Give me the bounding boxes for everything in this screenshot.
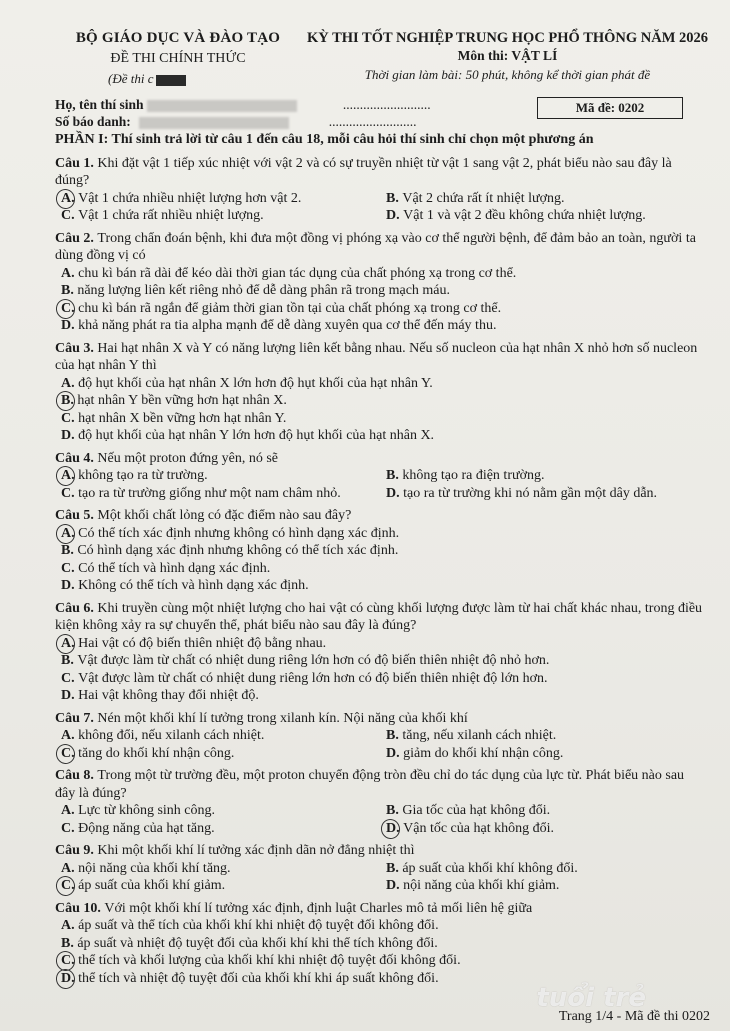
option-letter: D. [61, 428, 75, 443]
option-letter: B. [386, 728, 399, 743]
answer-option [55, 282, 705, 300]
option-text: Động năng của hạt tăng. [78, 820, 215, 836]
option-text: Vật 1 chứa rất nhiều nhiệt lượng. [78, 208, 264, 223]
options [55, 525, 705, 595]
exam-title: KỲ THI TỐT NGHIỆP TRUNG HỌC PHỔ THÔNG NĂM 2026 [306, 30, 709, 46]
option-letter: B. [386, 860, 399, 876]
option-text: áp suất và thể tích của khối khí khi nhiệt độ tuyệt đối không đổi. [78, 918, 439, 933]
option-letter: C. [61, 820, 75, 836]
question-label: Câu 9. [55, 843, 94, 858]
question-label: Câu 8. [55, 768, 94, 783]
option-letter: A. [61, 526, 78, 541]
answer-option [380, 860, 705, 878]
answer-option [55, 317, 705, 335]
answer-option [380, 727, 705, 745]
options [55, 190, 705, 225]
option-text: Có hình dạng xác định nhưng không có thể tích xác định. [77, 543, 399, 558]
question [55, 710, 705, 763]
blurred-name [147, 100, 297, 112]
answer-option [380, 485, 705, 503]
option-letter: A. [61, 918, 75, 933]
option-text: chu kì bán rã dài để kéo dài thời gian tác dụng của chất phóng xạ trong cơ thể. [78, 265, 517, 281]
answer-option [55, 820, 380, 838]
option-letter: D. [386, 745, 400, 761]
candidate-info [55, 96, 431, 130]
question-stem [55, 600, 705, 635]
option-letter: B. [61, 653, 74, 668]
answer-option [380, 190, 705, 208]
option-text: hạt nhân Y bền vững hơn hạt nhân X. [77, 393, 287, 408]
option-letter: A. [61, 803, 75, 818]
answer-option [55, 207, 380, 225]
answer-option [380, 207, 705, 225]
redaction-mark [156, 75, 186, 86]
question-text: Khi một khối khí lí tưởng xác định dãn nở đẳng nhiệt thì [97, 843, 415, 858]
question-text: Hai hạt nhân X và Y có năng lượng liên kết bằng nhau. Nếu số nucleon của hạt nhân X nhỏ hơn số nucleon của hạt nhân Y thì [55, 340, 698, 373]
option-letter: A. [61, 375, 75, 391]
question-text: Nếu một proton đứng yên, nó sẽ [97, 450, 279, 466]
option-text: nội năng của khối khí tăng. [78, 860, 231, 876]
option-letter: D. [61, 971, 78, 986]
option-letter: C. [61, 485, 75, 501]
option-text: Vật được làm từ chất có nhiệt dung riêng lớn hơn có độ biến thiên nhiệt độ lớn hơn. [78, 670, 548, 686]
option-text: không tạo ra từ trường. [78, 468, 208, 483]
question [55, 155, 705, 225]
option-letter: A. [61, 860, 75, 876]
question-list [55, 155, 705, 988]
question [55, 450, 705, 503]
options [55, 727, 705, 762]
answer-option [380, 877, 705, 895]
option-text: Hai vật không thay đổi nhiệt độ. [78, 688, 259, 703]
subject: Môn thi: VẬT LÍ [457, 48, 558, 63]
question-text: Một khối chất lỏng có đặc điểm nào sau đây? [97, 508, 352, 523]
option-letter: A. [61, 191, 78, 206]
answer-option [55, 917, 705, 935]
question-label: Câu 2. [55, 230, 94, 246]
option-letter: A. [61, 636, 78, 651]
option-text: tăng do khối khí nhận công. [78, 745, 235, 761]
option-text: độ hụt khối của hạt nhân Y lớn hơn độ hụt khối của hạt nhân X. [78, 428, 435, 443]
option-letter: D. [386, 878, 400, 893]
option-letter: C. [61, 560, 75, 576]
option-letter: D. [61, 318, 75, 333]
options [55, 265, 705, 335]
question-label: Câu 3. [55, 340, 94, 356]
option-text: thể tích và nhiệt độ tuyệt đối của khối khí khi áp suất không đổi. [78, 970, 439, 986]
option-letter: A. [61, 728, 75, 743]
option-letter: D. [61, 688, 75, 703]
answer-option [55, 560, 705, 578]
answer-option [380, 467, 705, 485]
option-letter: B. [61, 393, 77, 408]
option-letter: C. [61, 670, 75, 686]
answer-option [55, 190, 380, 208]
option-letter: C. [61, 878, 78, 893]
answer-option [55, 427, 705, 445]
answer-option [55, 745, 380, 763]
name-line: Họ, tên thí sinh .......................... [55, 97, 431, 112]
question-text: Với một khối khí lí tưởng xác định, định luật Charles mô tả mối liên hệ giữa [104, 900, 533, 916]
question-label: Câu 6. [55, 600, 94, 616]
option-text: Lực từ không sinh công. [78, 803, 216, 818]
answer-option [380, 820, 705, 838]
answer-option [55, 935, 705, 953]
answer-option [55, 375, 705, 393]
answer-option [55, 525, 705, 543]
answer-option [55, 265, 705, 283]
options [55, 917, 705, 987]
option-text: áp suất của khối khí không đổi. [402, 860, 578, 876]
question [55, 842, 705, 895]
options [55, 375, 705, 445]
question-text: Nén một khối khí lí tưởng trong xilanh kín. Nội năng của khối khí [97, 710, 468, 726]
option-letter: A. [61, 265, 75, 281]
answer-option [55, 410, 705, 428]
option-text: Vật 1 và vật 2 đều không chứa nhiệt lượng. [403, 208, 646, 223]
answer-option [55, 485, 380, 503]
answer-option [55, 802, 380, 820]
answer-option [55, 635, 705, 653]
question-stem [55, 842, 705, 860]
answer-option [55, 952, 705, 970]
option-letter: D. [61, 578, 75, 593]
option-letter: B. [386, 803, 399, 818]
option-letter: B. [61, 543, 74, 558]
option-text: Vật 2 chứa rất ít nhiệt lượng. [402, 190, 565, 206]
id-line: Số báo danh: .......................... [55, 114, 417, 129]
answer-option [55, 300, 705, 318]
question-stem [55, 710, 705, 728]
question [55, 507, 705, 595]
option-letter: B. [386, 190, 399, 206]
header-left [58, 30, 298, 87]
option-letter: D. [386, 485, 400, 501]
option-letter: B. [61, 935, 74, 951]
option-letter: C. [61, 208, 75, 223]
question-stem [55, 767, 705, 802]
answer-option [380, 802, 705, 820]
header-right [300, 30, 715, 83]
option-text: áp suất của khối khí giảm. [78, 878, 226, 893]
option-letter: D. [386, 208, 400, 223]
question-text: Khi truyền cùng một nhiệt lượng cho hai vật có cùng khối lượng được làm từ hai chất khác nhau, trong điều kiện không xảy ra sự chuyển thể, phát biểu nào sau đây là đúng? [55, 600, 703, 633]
answer-option [55, 577, 705, 595]
section-title: PHẦN I: Thí sinh trả lời từ câu 1 đến câu 18, mỗi câu hỏi thí sinh chỉ chọn một phương án [55, 132, 594, 147]
answer-option [55, 542, 705, 560]
option-text: khả năng phát ra tia alpha mạnh để dễ dàng xuyên qua cơ thể đến máy thu. [78, 318, 497, 333]
question-stem [55, 155, 705, 190]
option-letter: A. [61, 468, 78, 483]
answer-option [55, 392, 705, 410]
answer-option [55, 860, 380, 878]
option-text: Hai vật có độ biến thiên nhiệt độ bằng nhau. [78, 635, 327, 651]
question-stem [55, 340, 705, 375]
questions-area [55, 131, 705, 992]
answer-option [380, 745, 705, 763]
option-letter: C. [61, 746, 78, 761]
page-footer: Trang 1/4 - Mã đề thi 0202 [558, 1009, 710, 1024]
option-letter: B. [386, 468, 399, 483]
option-letter: C. [61, 301, 78, 316]
option-letter: B. [61, 283, 74, 298]
option-text: giảm do khối khí nhận công. [403, 745, 564, 761]
question [55, 230, 705, 335]
option-text: hạt nhân X bền vững hơn hạt nhân Y. [78, 410, 287, 426]
option-text: Gia tốc của hạt không đổi. [402, 803, 551, 818]
option-letter: C. [61, 953, 78, 968]
ministry-name: BỘ GIÁO DỤC VÀ ĐÀO TẠO [75, 30, 281, 46]
answer-option [55, 652, 705, 670]
options [55, 802, 705, 837]
question-stem [55, 450, 705, 468]
options [55, 860, 705, 895]
option-letter: D. [386, 821, 403, 836]
question [55, 340, 705, 445]
option-text: áp suất và nhiệt độ tuyệt đối của khối khí khi thể tích không đổi. [77, 935, 438, 951]
question [55, 600, 705, 705]
option-text: Vật 1 chứa nhiều nhiệt lượng hơn vật 2. [78, 190, 302, 206]
answer-option [55, 467, 380, 485]
options [55, 635, 705, 705]
answer-option [55, 727, 380, 745]
answer-option [55, 670, 705, 688]
option-text: thể tích và khối lượng của khối khí khi nhiệt độ tuyệt đối không đổi. [78, 953, 461, 968]
official-label: ĐỀ THI CHÍNH THỨC [110, 51, 246, 66]
question-text: Trong một từ trường đều, một proton chuyển động tròn đều chỉ do tác dụng của lực từ. Phát biểu nào sau đây là đúng? [55, 768, 685, 801]
question-label: Câu 10. [55, 900, 101, 916]
option-text: Vật được làm từ chất có nhiệt dung riêng lớn hơn có độ biến thiên nhiệt độ nhỏ hơn. [77, 653, 550, 668]
option-text: năng lượng liên kết riêng nhỏ để dễ dàng phân rã trong mạch máu. [77, 283, 451, 298]
exam-code-box: Mã đề: 0202 [537, 97, 683, 119]
watermark-logo: tuổi trẻ [536, 983, 646, 1013]
question-stem [55, 230, 705, 265]
option-text: Có thể tích xác định nhưng không có hình dạng xác định. [78, 525, 400, 541]
option-text: không đổi, nếu xilanh cách nhiệt. [78, 728, 265, 743]
question [55, 767, 705, 837]
pages-note: (Đề thi c [58, 71, 298, 87]
question [55, 900, 705, 988]
option-text: chu kì bán rã ngắn để giảm thời gian tồn tại của chất phóng xạ trong cơ thể. [78, 300, 502, 316]
option-text: tạo ra từ trường khi nó nằm gần một dây dẫn. [403, 485, 658, 501]
option-text: độ hụt khối của hạt nhân X lớn hơn độ hụt khối của hạt nhân Y. [78, 375, 433, 391]
option-text: Có thể tích và hình dạng xác định. [78, 560, 271, 576]
option-text: Vận tốc của hạt không đổi. [403, 820, 554, 836]
question-text: Khi đặt vật 1 tiếp xúc nhiệt với vật 2 và có sự truyền nhiệt từ vật 1 sang vật 2, phát biểu nào sau đây là đúng? [55, 155, 672, 188]
question-stem [55, 507, 705, 525]
time-note: Thời gian làm bài: 50 phút, không kể thời gian phát đề [364, 67, 651, 82]
answer-option [55, 687, 705, 705]
answer-option [55, 877, 380, 895]
option-text: tăng, nếu xilanh cách nhiệt. [402, 728, 557, 743]
option-text: tạo ra từ trường giống như một nam châm nhỏ. [78, 485, 341, 501]
question-label: Câu 4. [55, 450, 94, 466]
question-label: Câu 1. [55, 155, 94, 171]
question-stem [55, 900, 705, 918]
option-text: Không có thể tích và hình dạng xác định. [78, 578, 309, 593]
blurred-id [139, 117, 289, 129]
option-text: không tạo ra điện trường. [402, 468, 545, 483]
question-label: Câu 7. [55, 710, 94, 726]
question-text: Trong chẩn đoán bệnh, khi đưa một đồng vị phóng xạ vào cơ thể người bệnh, để đảm bảo an toàn, người ta dùng đồng vị có [55, 230, 696, 263]
option-text: nội năng của khối khí giảm. [403, 878, 560, 893]
options [55, 467, 705, 502]
option-letter: C. [61, 410, 75, 426]
question-label: Câu 5. [55, 508, 94, 523]
